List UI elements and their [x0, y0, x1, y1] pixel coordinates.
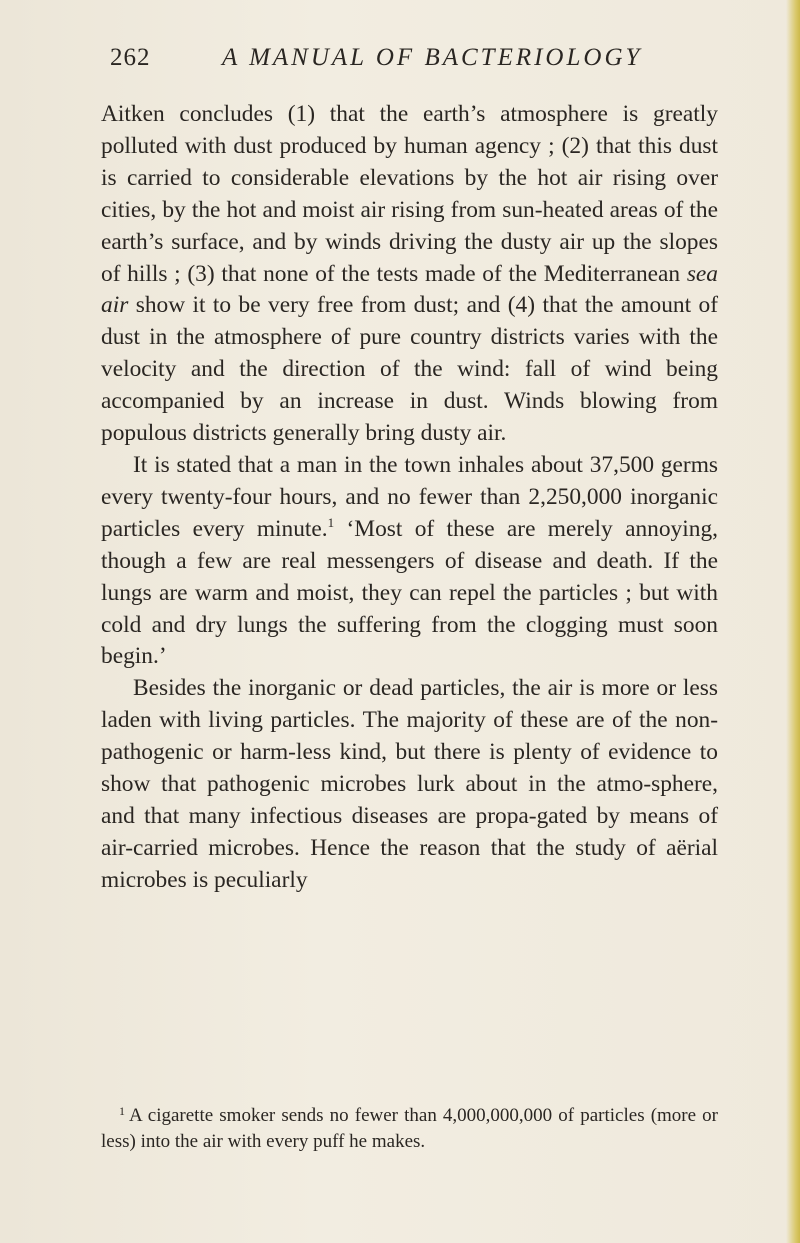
paragraph-2-text-b: ‘Most of these are merely annoying, though a few are real messengers of disease and death. If the lungs are warm and moist, they can repel the particles ; but with cold and dry lungs the suffering from the clogging must soon begin.’: [101, 515, 718, 670]
paragraph-1: [101, 99, 718, 450]
running-title: A MANUAL OF BACTERIOLOGY: [222, 44, 643, 71]
footnote-reference: 1: [327, 514, 335, 530]
body-text: [101, 99, 718, 897]
page-header: [110, 44, 710, 78]
paragraph-1-italic: sea air: [101, 260, 718, 319]
paragraph-1-text-b: show it to be very free from dust; and (4) that the amount of dust in the atmosphere of pure country districts varies with the velocity and the direction of the wind: fall of wind being accompanied by an increase in dust. Winds blowing from populous districts generally bring dusty air.: [101, 292, 718, 447]
paragraph-2: [101, 450, 718, 673]
page-number: 262: [110, 44, 151, 71]
paragraph-1-text-a: Aitken concludes (1) that the earth’s atmosphere is greatly polluted with dust produced by human agency ; (2) that this dust is carried to considerable elevations by the hot air rising over cities, by the hot and moist air rising from sun-heated areas of the earth’s surface, and by winds driving the dusty air up the slopes of hills ; (3) that none of the tests made of the Mediterranean: [101, 101, 718, 287]
paragraph-2-text-a: It is stated that a man in the town inhales about 37,500 germs every twenty-four hours, and no fewer than 2,250,000 inorganic particles every minute.: [101, 451, 718, 542]
footnote-mark: 1: [119, 1104, 125, 1118]
footnote-text: A cigarette smoker sends no fewer than 4,000,000,000 of particles (more or less) into the air with every puff he makes.: [101, 1105, 718, 1152]
paragraph-3: Besides the inorganic or dead particles, the air is more or less laden with living particles. The majority of these are of the non-pathogenic or harm-less kind, but there is plenty of evidence to show that pathogenic microbes lurk about in the atmo-sphere, and that many infectious diseases are propa-gated by means of air-carried microbes. Hence the reason that the study of aërial microbes is peculiarly: [101, 675, 718, 893]
footnote: [101, 1098, 718, 1155]
page-edge: [786, 0, 800, 1243]
